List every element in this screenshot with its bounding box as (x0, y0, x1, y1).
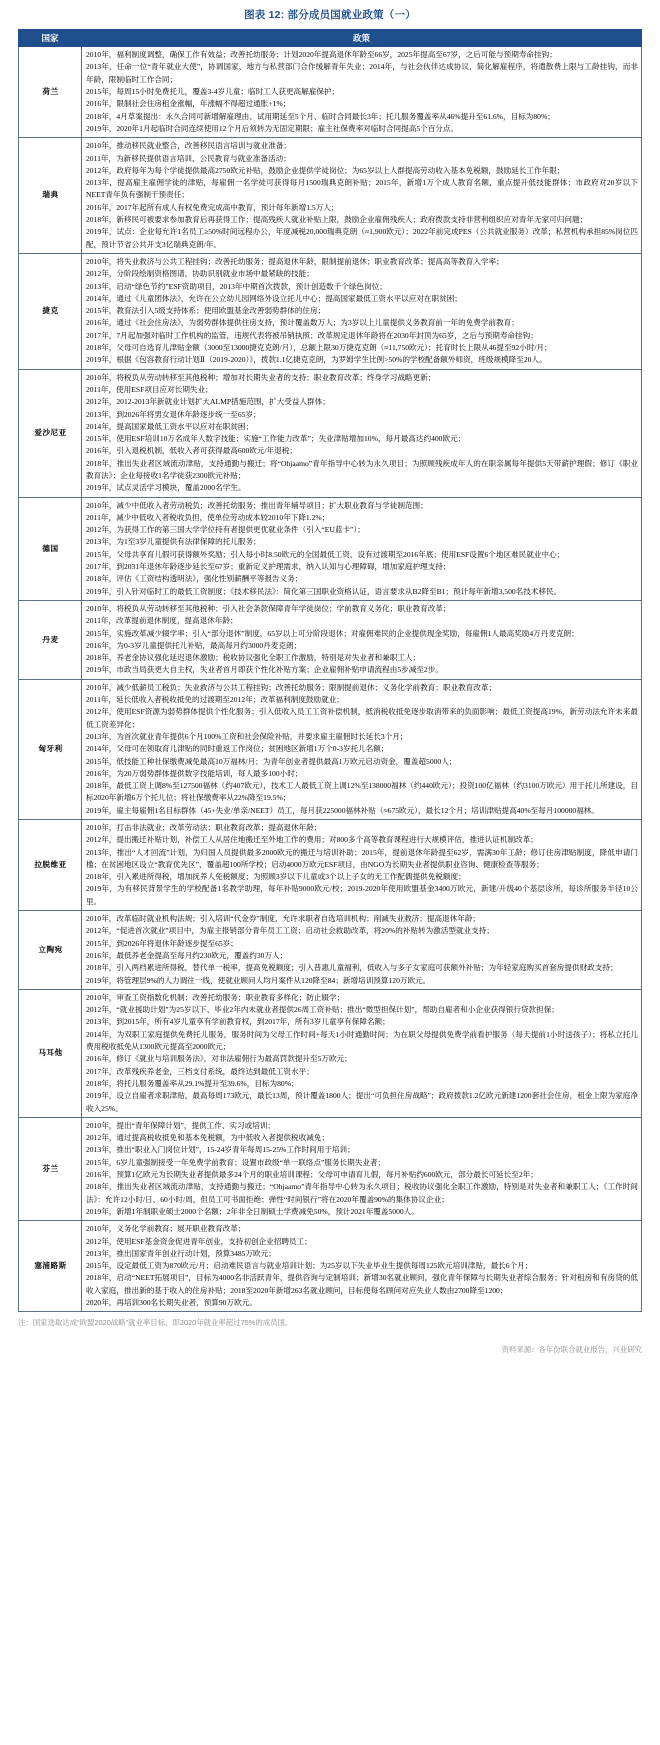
policy-item: 2015年，使用ESF培训10万名成年人数字技能；实施“工作能力改革”；失业津贴增加10%，每月最高达约400欧元； (86, 434, 466, 444)
policy-item: 2012年，“就业援助计划”为25岁以下、毕业2年内未就业者提供26周工资补贴；推出“微型担保计划”，帮助自雇者和小企业获得银行贷款担保； (86, 1005, 559, 1015)
country-cell: 立陶宛 (19, 911, 82, 990)
policy-item: 2010年，改革临时就业机构法规；引入培训“代金券”制度，允许求职者自选培训机构；削减失业救济；提高退休年龄； (86, 914, 481, 924)
country-cell: 芬兰 (19, 1117, 82, 1220)
policy-item: 2018年，引入累进所得税，增加抚养人免税额度；为照顾3岁以下儿童或3个以上子女的无工作配偶提供免税额度； (86, 872, 466, 882)
policy-cell (82, 911, 642, 990)
policy-item: 2012年，使用ESF资源为弱势群体提供个性化服务；引入低收入员工工资补偿机制，抵消税收抵免逐步取消带来的负面影响；最低工资提高19%，新劳动法允许未来最低工资差异化； (86, 707, 638, 729)
policy-item: 2012年，政府每年为每个学徒提供最高2750欧元补贴，鼓励企业提供学徒岗位；为65岁以上人群提高劳动收入基本免税额，鼓励延长工作年限； (86, 165, 565, 175)
policy-cell (82, 679, 642, 819)
policy-item: 2010年，将税负从劳动转移至其他税种；引入社会条款保障青年学徒岗位；学前教育义务化；职业教育改革； (86, 603, 451, 613)
policy-cell (82, 47, 642, 138)
policy-cell (82, 497, 642, 600)
policy-item: 2016年，预算1亿欧元为长期失业者提供最多24个月的职业培训课程；父母可申请育儿假，每月补贴约600欧元，部分最长可延长至2年； (86, 1170, 538, 1180)
country-cell: 拉脱维亚 (19, 820, 82, 911)
policy-item: 2016年，通过《社会住房法》，为弱势群体提供住房支持，预计覆盖数万人；为3岁以上儿童提供义务教育前一年的免费学前教育； (86, 318, 519, 328)
table-note: 注：国家选取达成“欧盟2020战略”就业率目标，即2020年就业率超过75%的成员国。 (18, 1318, 293, 1328)
policy-item: 2013年，到2015年，所有4岁儿童享有学前教育权，到2017年，所有3岁儿童享有保障名额； (86, 1017, 390, 1027)
policy-item: 2014年，通过《儿童团体法》，允许在公立幼儿园网络外设立托儿中心；提高国家最低工资水平以应对在职贫困； (86, 293, 462, 303)
policy-item: 2019年，根据《包容教育行动计划Ⅱ（2019-2020）》，拨款1.1亿捷克克朗，为罗姆学生比例>50%的学校配备额外师资，班级规模降至20人。 (86, 355, 547, 365)
policy-item: 2018年，最低工资上调8%至127500福林（约407欧元），技术工人最低工资上调12%至138000福林（约440欧元）；投资100亿福林（约3100万欧元）用于托儿所建设，目标2020年新增6万个托儿位；将社保缴费率从22%降至19.5%； (86, 781, 638, 803)
table-row (19, 1117, 642, 1220)
policy-item: 2010年，福利制度调整，确保工作有效益；改善托幼服务；计划2020年提高退休年龄至66岁，2025年提高至67岁，之后可能与预期寿命挂钩； (86, 50, 557, 60)
policy-item: 2012年，分阶段绘制资格图谱，协助识别就业市场中最紧缺的技能； (86, 269, 314, 279)
policy-item: 2018年，推出失业者区域流动津贴，支持通勤与搬迁；将“Ohjaamo”青年指导中心转为永久项目；为照顾残疾成年人的在职亲属每年提供5天带薪护理假；修订《职业教育法》；企业每接收1名学徒获2300欧元补贴； (86, 458, 638, 480)
policy-item: 2012年，通过提高税收抵免和基本免税额，为中低收入者提供税收减免； (86, 1133, 329, 1143)
policy-item: 2017年，到2031年退休年龄逐步延长至67岁；重新定义护理需求，纳入认知与心理障碍，增加家庭护理支持； (86, 562, 451, 572)
table-row (19, 253, 642, 369)
policy-item: 2015年，父母共享育儿假可获得额外奖励；引入每小时8.50欧元的全国最低工资，设有过渡期至2016年底；使用ESF设置6个地区难民就业中心； (86, 549, 565, 559)
policy-item: 2010年，减少中低收入者劳动税负；改善托幼服务；推出青年辅导项目；扩大职业教育与学徒制范围； (86, 500, 428, 510)
policy-item: 2010年，义务化学前教育；展开职业教育改革； (86, 1224, 246, 1234)
policy-item: 2016年，为20万弱势群体提供数字技能培训，每人最多100小时； (86, 768, 303, 778)
table-body (19, 47, 642, 1312)
policy-item: 2013年，为1至3岁儿童提供有法律保障的托儿服务； (86, 537, 261, 547)
policy-item: 2013年，提高雇主雇佣学徒的津贴，每雇佣一名学徒可获得每月1500瑞典克朗补贴；2015年，新增1万个成人教育名额，重点提升低技能群体；市政府对20岁以下NEET青年负有强制干预责任； (86, 178, 638, 200)
country-cell: 捷克 (19, 253, 82, 369)
policy-item: 2016年，最低养老金提高至每月约230欧元，覆盖约30万人； (86, 950, 288, 960)
policy-item: 2019年，试点：企业每允许1名员工≥50%时间远程办公，年度减税20,000瑞典克朗（≈1,900欧元）；2022年前完成PES（公共就业服务）改革；私营机构承担85%岗位匹配，预计节省公共开支3亿瑞典克朗/年。 (86, 227, 638, 249)
policy-item: 2015年，实施改革减少辍学率；引入“部分退休”制度，65岁以上可分阶段退休；对雇佣难民的企业提供现金奖励，每雇佣1人最高奖励4万丹麦克朗； (86, 628, 579, 638)
table-source: 资料来源：各年份联合就业报告，兴业研究 (501, 1345, 642, 1355)
policy-item: 2016年，2017年起所有成人有权免费完成高中教育，预计每年新增1.5万人； (86, 202, 339, 212)
employment-policy-table (18, 29, 642, 1312)
policy-item: 2015年，低技能工种社保缴费减免最高10万福林/月；为青年创业者提供最高1万欧元启动资金，覆盖超5000人； (86, 756, 457, 766)
policy-item: 2015年，6岁儿童强制接受一年免费学前教育；设置市政级“单一联络点”服务长期失业者； (86, 1157, 386, 1167)
policy-item: 2014年，为双职工家庭提供免费托儿服务，服务时间为父母工作时间+每天1小时通勤时间；为在职父母提供免费学前看护服务（每天提前1小时送孩子）；将私立托儿费用税收抵免从1300欧元提高至2000欧元； (86, 1029, 638, 1052)
policy-item: 2016年，为0-3岁儿童提供托儿补贴，最高每月约3000丹麦克朗； (86, 640, 302, 650)
country-cell: 荷兰 (19, 47, 82, 138)
policy-item: 2019年，为有移民背景学生的学校配备1名教学助理，每年补贴9000欧元/校；2019-2020年使用欧盟基金3400万欧元，新建/升级40个基层诊所，每诊所服务半径10公里。 (86, 884, 638, 906)
policy-item: 2018年，启动“NEET拓展项目”，目标为4000名非活跃青年，提供咨询与定制培训；新增30名就业顾问，强化青年保障与长期失业者综合服务；针对租房和有房贷的低收入家庭，推出新的基于收入的住房补贴；2018至2020年新增263名就业顾问，目标使每名顾问对应失业人数由2700降至1200； (86, 1273, 638, 1295)
country-cell: 爱沙尼亚 (19, 369, 82, 497)
policy-item: 2018年，父母可自选育儿津贴金额（3000至13000捷克克朗/月），总额上限30万捷克克朗（≈11,750欧元）；托育时长上限从46提至92小时/月； (86, 343, 552, 353)
country-cell: 丹麦 (19, 600, 82, 679)
table-row (19, 989, 642, 1117)
policy-item: 2013年，推出“人才回流”计划，为归国人员提供最多2000欧元的搬迁与培训补助；2015年，提前退休年龄提至62岁，需满30年工龄；修订住房津贴制度，降低申请门槛；在贫困地区设立“教育优先区”，覆盖超100所学校；启动4000万欧元ESF项目，由NGO为长期失业者提供职业咨询、健康检查等服务； (86, 847, 638, 869)
policy-item: 2013年，推出“职业入门岗位计划”，15-24岁青年每周15-25%工作时间用于培训； (86, 1145, 355, 1155)
policy-item: 2013年，推出国家青年创业行动计划，预算3485万欧元； (86, 1248, 276, 1258)
policy-item: 2016年，限制社会住房租金涨幅，年涨幅不得超过通胀+1%； (86, 99, 291, 109)
country-cell: 塞浦路斯 (19, 1221, 82, 1312)
policy-item: 2013年，启动“绿色节约”ESF资助项目，2013年中期首次拨款，预计创造数千个绿色岗位； (86, 281, 387, 291)
policy-item: 2018年，4月草案提出：永久合同可新增解雇理由、试用期延至5个月、临时合同最长3年；托儿服务覆盖率从46%提升至61.6%，目标为80%； (86, 111, 555, 121)
policy-item: 2011年，延长低收入者税收抵免的过渡期至2012年；改革福利制度鼓励就业； (86, 695, 344, 705)
policy-item: 2019年，试点灵活学习模块，覆盖2000名学生。 (86, 483, 246, 493)
policy-item: 2013年，任命一位“青年就业大使”，协调国家、地方与私营部门合作缓解青年失业；2014年，与社会伙伴达成协议，简化解雇程序，将遣散费上限与工龄挂钩，而非年龄，限制临时工作合同； (86, 62, 638, 84)
policy-item: 2012年，“促进首次就业”项目中，为雇主报销部分青年员工工资；启动社会救助改革，将20%的补贴转为激活型就业支持； (86, 926, 494, 936)
policy-item: 2016年，引入退税机制，低收入者可获得最高600欧元/年退税； (86, 446, 297, 456)
policy-item: 2011年，为新移民提供语言培训、公民教育与就业准备活动； (86, 153, 291, 163)
policy-item: 2019年，引入针对临时工的最低工资制度；《技术移民法》：简化第三国职业资格认证，语言要求从B2降至B1；预计每年新增3,500名技术移民。 (86, 586, 562, 596)
policy-item: 2012年，使用ESF基金资金促进青年创业，支持初创企业招聘员工； (86, 1236, 312, 1246)
table-row (19, 820, 642, 911)
table-row (19, 497, 642, 600)
policy-item: 2013年，到2026年将男女退休年龄逐步统一至65岁； (86, 409, 261, 419)
figure-title: 图表 12: 部分成员国就业政策（一） (244, 9, 416, 21)
policy-cell (82, 820, 642, 911)
policy-item: 2011年，使用ESF项目应对长期失业； (86, 384, 213, 394)
country-cell: 马耳他 (19, 989, 82, 1117)
policy-item: 2012年，2012-2013年新就业计划扩大ALMP措施范围，扩大受益人群体； (86, 397, 330, 407)
table-row (19, 47, 642, 138)
policy-item: 2018年，将托儿服务覆盖率从29.1%提升至39.6%，目标为80%； (86, 1078, 299, 1088)
policy-cell (82, 1221, 642, 1312)
policy-cell (82, 369, 642, 497)
table-row (19, 1221, 642, 1312)
policy-cell (82, 600, 642, 679)
policy-item: 2018年，养老金协议强化延迟退休激励；税收协议强化全职工作激励，特别是对失业者和兼职工人； (86, 653, 421, 663)
policy-item: 2010年，打击非法就业；改革劳动法；职业教育改革；提高退休年龄； (86, 823, 322, 832)
policy-item: 2019年，新增1年制职业硕士2000个名额；2年非全日制硕士学费减免50%，预计2021年覆盖5000人。 (86, 1206, 419, 1216)
column-header-country: 国家 (19, 30, 82, 47)
policy-item: 2017年，7月起加强对临时工作机构的监管，违规代表将被吊销执照；改革规定退休年龄将在2030年封顶为65岁，之后与预期寿命挂钩； (86, 330, 538, 340)
column-header-policy: 政策 (82, 30, 642, 47)
policy-item: 2015年，每周15小时免费托儿，覆盖3-4岁儿童；临时工人获更高解雇保护； (86, 87, 340, 97)
policy-item: 2017年，改革残疾养老金，三档支付系统，最终达到最低工资水平； (86, 1066, 314, 1076)
policy-item: 2015年，设定最低工资为870欧元/月；启动难民语言与就业培训计划；为25岁以下失业毕业生提供每周125欧元培训津贴，最长6个月； (86, 1261, 533, 1271)
policy-cell (82, 138, 642, 254)
policy-item: 2019年，雇主每雇佣1名目标群体（45+失业/单亲/NEET）员工，每月获225000福林补贴（≈675欧元），最长12个月；培训津贴提高40%至每月100000福林。 (86, 805, 599, 815)
table-header-row (19, 30, 642, 47)
country-cell: 德国 (19, 497, 82, 600)
table-row (19, 138, 642, 254)
policy-item: 2019年，2020年1月起临时合同连续使用12个月后须转为无固定期限；雇主社保费率对临时合同提高5个百分点。 (86, 123, 459, 133)
policy-item: 2019年，市政当局获更大自主权，失业者首月即获个性化补贴方案；企业雇佣补贴申请流程由5步减至2步。 (86, 665, 443, 675)
policy-item: 2011年，减少中低收入者税收负担，使单位劳动成本较2010年下降1.2%； (86, 512, 330, 522)
policy-item: 2010年，将失业救济与公共工程挂钩；改善托幼服务；提高退休年龄，限制提前退休；职业教育改革；提高高等教育入学率； (86, 256, 504, 266)
table-row (19, 911, 642, 990)
policy-item: 2016年，修订《就业与培训服务法》，对非法雇佣行为最高罚款提升至5万欧元； (86, 1054, 352, 1064)
policy-item: 2018年，推出失业者区域流动津贴，支持通勤与搬迁；“Ohjaamo”青年指导中心转为永久项目；税收协议强化全职工作激励，特别是对失业者和兼职工人；《工作时间法》：允许12小时/日、60小时/周，但员工可书面拒绝；弹性“时间银行”将在2020年覆盖90%的集体协议企业； (86, 1182, 638, 1204)
policy-item: 2018年，评估《工资结构透明法》，强化性别薪酬平等报告义务； (86, 574, 303, 584)
policy-item: 2011年，改革提前退休制度，提高退休年龄； (86, 616, 238, 626)
policy-item: 2020年，再培训300名长期失业者，预算90万欧元。 (86, 1297, 257, 1307)
policy-cell (82, 253, 642, 369)
policy-item: 2015年，教育法引入5级支持体系；使用欧盟基金改善弱势群体的住房； (86, 306, 326, 316)
policy-item: 2018年，新移民可被要求参加教育后再获得工作；提高残疾人就业补贴上限，鼓励企业雇佣残疾人；政府拨款支持非营利组织应对青年无家可归问题； (86, 215, 588, 225)
policy-item: 2015年，到2026年将退休年龄逐步提至65岁； (86, 938, 238, 948)
policy-item: 2013年，为首次就业青年提供6个月100%工资和社会保险补贴，并要求雇主雇佣时长延长3个月； (86, 731, 408, 741)
policy-item: 2010年，审查工资指数化机制；改善托幼服务；职业教育多样化；防止辍学； (86, 992, 345, 1002)
country-cell: 匈牙利 (19, 679, 82, 819)
policy-item: 2010年，提出“青年保障计划”，提供工作、实习或培训； (86, 1120, 275, 1130)
policy-cell (82, 1117, 642, 1220)
policy-item: 2019年，设立自雇者求职津贴，最高每周173欧元，最长13周，预计覆盖1800人；提出“可负担住房战略”；政府拨款1.2亿欧元新建1200套社会住房，租金上限为家庭净收入25%。 (86, 1091, 638, 1113)
policy-item: 2019年，将管理层9%的人力调往一线，使就业顾问人均月案件从120降至84；新增培训预算120万欧元。 (86, 975, 431, 985)
policy-cell (82, 989, 642, 1117)
policy-item: 2012年，提出搬迁补贴计划，补偿工人从居住地搬迁至外地工作的费用；对800多个高等教育课程进行大规模评估，推进认证机制改革； (86, 835, 538, 845)
policy-item: 2010年，将税负从劳动转移至其他税种；增加对长期失业者的支持；职业教育改革；终身学习战略更新； (86, 372, 436, 382)
policy-item: 2012年，为获得工作的第三国大学学位持有者提供更优就业条件（引入“EU蓝卡”）； (86, 525, 365, 535)
country-cell: 瑞典 (19, 138, 82, 254)
policy-item: 2010年，减少低薪员工税负；失业救济与公共工程挂钩；改善托幼服务；限制提前退休；义务化学前教育；职业教育改革； (86, 682, 497, 692)
policy-item: 2010年，推动移民就业整合，改善移民语言培训与就业准备； (86, 141, 292, 151)
policy-item: 2018年，引入两档累进所得税，替代单一税率，提高免税额度；引入普惠儿童福利，低收入与多子女家庭可获额外补贴；为年轻家庭购买首套房提供财政支持； (86, 963, 618, 973)
policy-item: 2014年，父母可在领取育儿津贴的同时重返工作岗位；贫困地区新增1万个0-3岁托儿名额； (86, 744, 389, 754)
policy-item: 2014年，提高国家最低工资水平以应对在职贫困； (86, 421, 254, 431)
table-row (19, 600, 642, 679)
table-row (19, 369, 642, 497)
table-row (19, 679, 642, 819)
table-header (19, 30, 642, 47)
